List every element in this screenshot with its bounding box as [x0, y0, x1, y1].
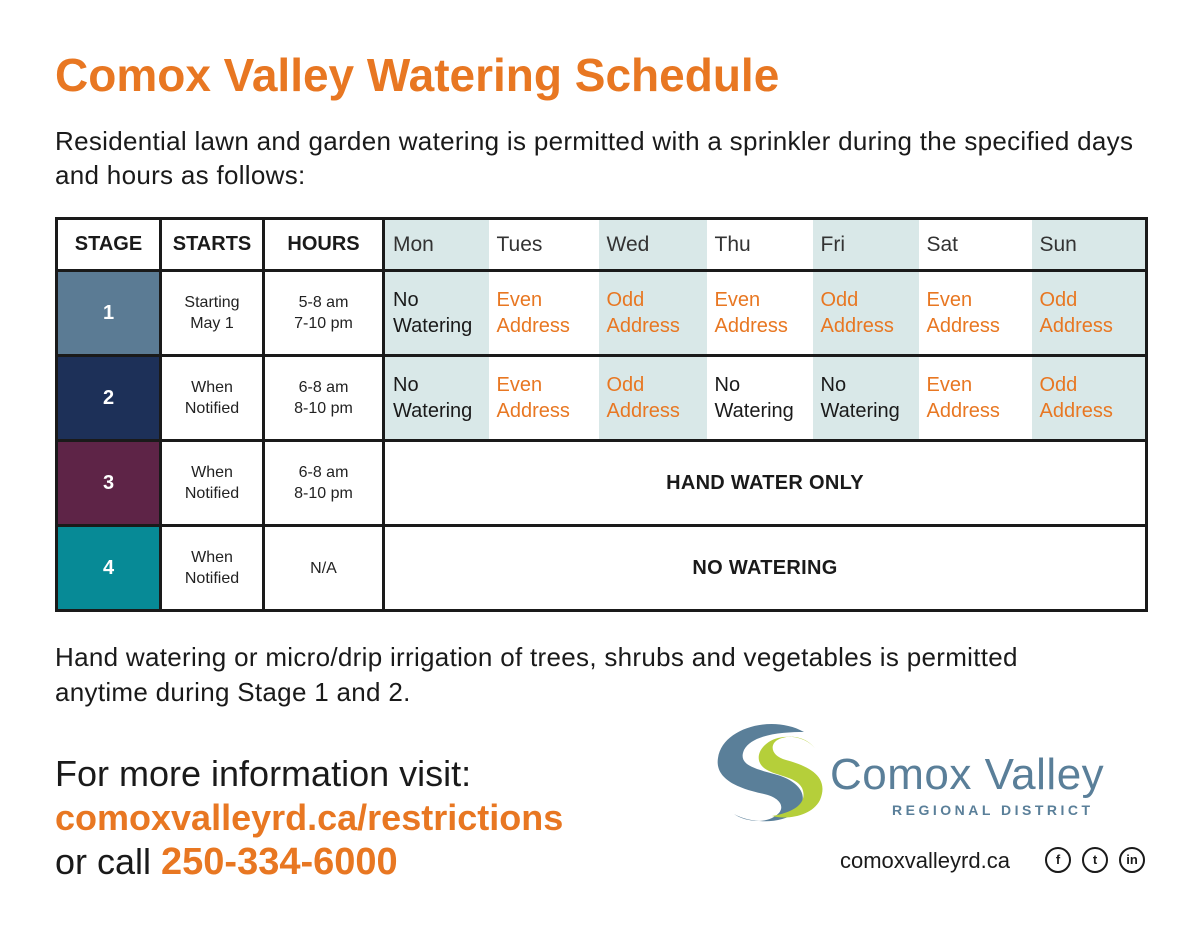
day-cell — [707, 356, 813, 441]
stage-cell: 1 — [57, 271, 161, 356]
starts-cell — [161, 271, 264, 356]
stage-cell: 3 — [57, 441, 161, 526]
call-line — [55, 840, 563, 884]
starts-cell — [161, 356, 264, 441]
text-line: Even — [714, 289, 761, 311]
text-line: 6-8 am — [298, 464, 349, 481]
table-row — [57, 271, 1147, 356]
restriction-cell: NO WATERING — [384, 526, 1147, 611]
more-info-block — [55, 752, 563, 884]
logo-name: Comox Valley — [830, 750, 1105, 799]
header-day-wed: Wed — [599, 219, 707, 271]
text-line: When — [191, 464, 233, 481]
header-day-fri: Fri — [813, 219, 919, 271]
table-row — [57, 356, 1147, 441]
info-line: For more information visit: — [55, 753, 472, 794]
hours-cell — [264, 271, 384, 356]
text-line: Odd — [1039, 289, 1078, 311]
text-line: Even — [496, 289, 543, 311]
hours-cell — [264, 526, 384, 611]
day-cell — [599, 271, 707, 356]
header-day-tues: Tues — [489, 219, 599, 271]
text-line: Address — [496, 400, 570, 422]
text-line: N/A — [310, 559, 337, 577]
text-line: Address — [820, 315, 894, 337]
day-cell — [919, 271, 1032, 356]
text-line: Address — [926, 400, 1000, 422]
text-line: Watering — [393, 315, 473, 337]
text-line: No — [393, 289, 419, 311]
text-line: Address — [926, 315, 1000, 337]
text-line: May 1 — [190, 315, 234, 332]
day-cell — [919, 356, 1032, 441]
text-line: 8-10 pm — [294, 400, 353, 417]
logo-subtitle: REGIONAL DISTRICT — [892, 802, 1094, 818]
header-day-thu: Thu — [707, 219, 813, 271]
text-line: Address — [1039, 400, 1113, 422]
text-line: 6-8 am — [298, 379, 349, 396]
starts-cell — [161, 526, 264, 611]
hours-cell — [264, 441, 384, 526]
text-line: Starting — [184, 294, 240, 311]
text-line: Notified — [184, 570, 240, 587]
text-line: Watering — [714, 400, 794, 422]
text-line: Address — [496, 315, 570, 337]
text-line: 7-10 pm — [294, 315, 353, 332]
stage-cell: 2 — [57, 356, 161, 441]
header-day-mon: Mon — [384, 219, 489, 271]
day-cell — [489, 356, 599, 441]
text-line: Odd — [820, 289, 859, 311]
header-stage: STAGE — [57, 219, 161, 271]
text-line: Watering — [393, 400, 473, 422]
restriction-cell: HAND WATER ONLY — [384, 441, 1147, 526]
day-cell — [1032, 271, 1147, 356]
text-line: Odd — [606, 374, 645, 396]
day-cell — [384, 271, 489, 356]
text-line: Even — [926, 374, 973, 396]
hand-watering-note: Hand watering or micro/drip irrigation of trees, shrubs and vegetables is permitted anytime during Stage 1 and 2. — [55, 642, 1018, 707]
text-line: Address — [714, 315, 788, 337]
text-line: 8-10 pm — [294, 485, 353, 502]
text-line: Notified — [184, 485, 240, 502]
day-cell — [1032, 356, 1147, 441]
linkedin-icon[interactable]: in — [1119, 847, 1145, 873]
text-line: Even — [496, 374, 543, 396]
header-day-sat: Sat — [919, 219, 1032, 271]
day-cell — [599, 356, 707, 441]
twitter-icon[interactable]: t — [1082, 847, 1108, 873]
stage-cell: 4 — [57, 526, 161, 611]
text-line: Address — [606, 400, 680, 422]
header-hours: HOURS — [264, 219, 384, 271]
facebook-icon[interactable]: f — [1045, 847, 1071, 873]
hours-cell — [264, 356, 384, 441]
table-row — [57, 526, 1147, 611]
phone-number[interactable]: 250-334-6000 — [161, 841, 398, 883]
day-cell — [707, 271, 813, 356]
text-line: No — [714, 374, 741, 396]
text-line: No — [820, 374, 847, 396]
day-cell — [813, 271, 919, 356]
intro-text: Residential lawn and garden watering is permitted with a sprinkler during the specified days and hours as follows: — [55, 126, 1134, 190]
day-cell — [489, 271, 599, 356]
text-line: When — [191, 549, 233, 566]
text-line: Address — [606, 315, 680, 337]
text-line: Even — [926, 289, 973, 311]
table-row — [57, 441, 1147, 526]
day-cell — [384, 356, 489, 441]
text-line: Address — [1039, 315, 1113, 337]
footer-website-link[interactable]: comoxvalleyrd.ca — [840, 848, 1010, 873]
page-title: Comox Valley Watering Schedule — [55, 49, 780, 101]
text-line: No — [393, 374, 419, 396]
day-cell — [813, 356, 919, 441]
starts-cell — [161, 441, 264, 526]
header-starts: STARTS — [161, 219, 264, 271]
text-line: Watering — [820, 400, 900, 422]
header-day-sun: Sun — [1032, 219, 1147, 271]
text-line: Odd — [1039, 374, 1078, 396]
watering-schedule-table — [55, 217, 1148, 612]
text-line: 5-8 am — [298, 294, 349, 311]
text-line: Odd — [606, 289, 645, 311]
call-prefix: or call — [55, 841, 162, 882]
text-line: Notified — [184, 400, 240, 417]
text-line: When — [191, 379, 233, 396]
table-header-row — [57, 219, 1147, 271]
restrictions-link[interactable]: comoxvalleyrd.ca/restrictions — [55, 797, 564, 838]
